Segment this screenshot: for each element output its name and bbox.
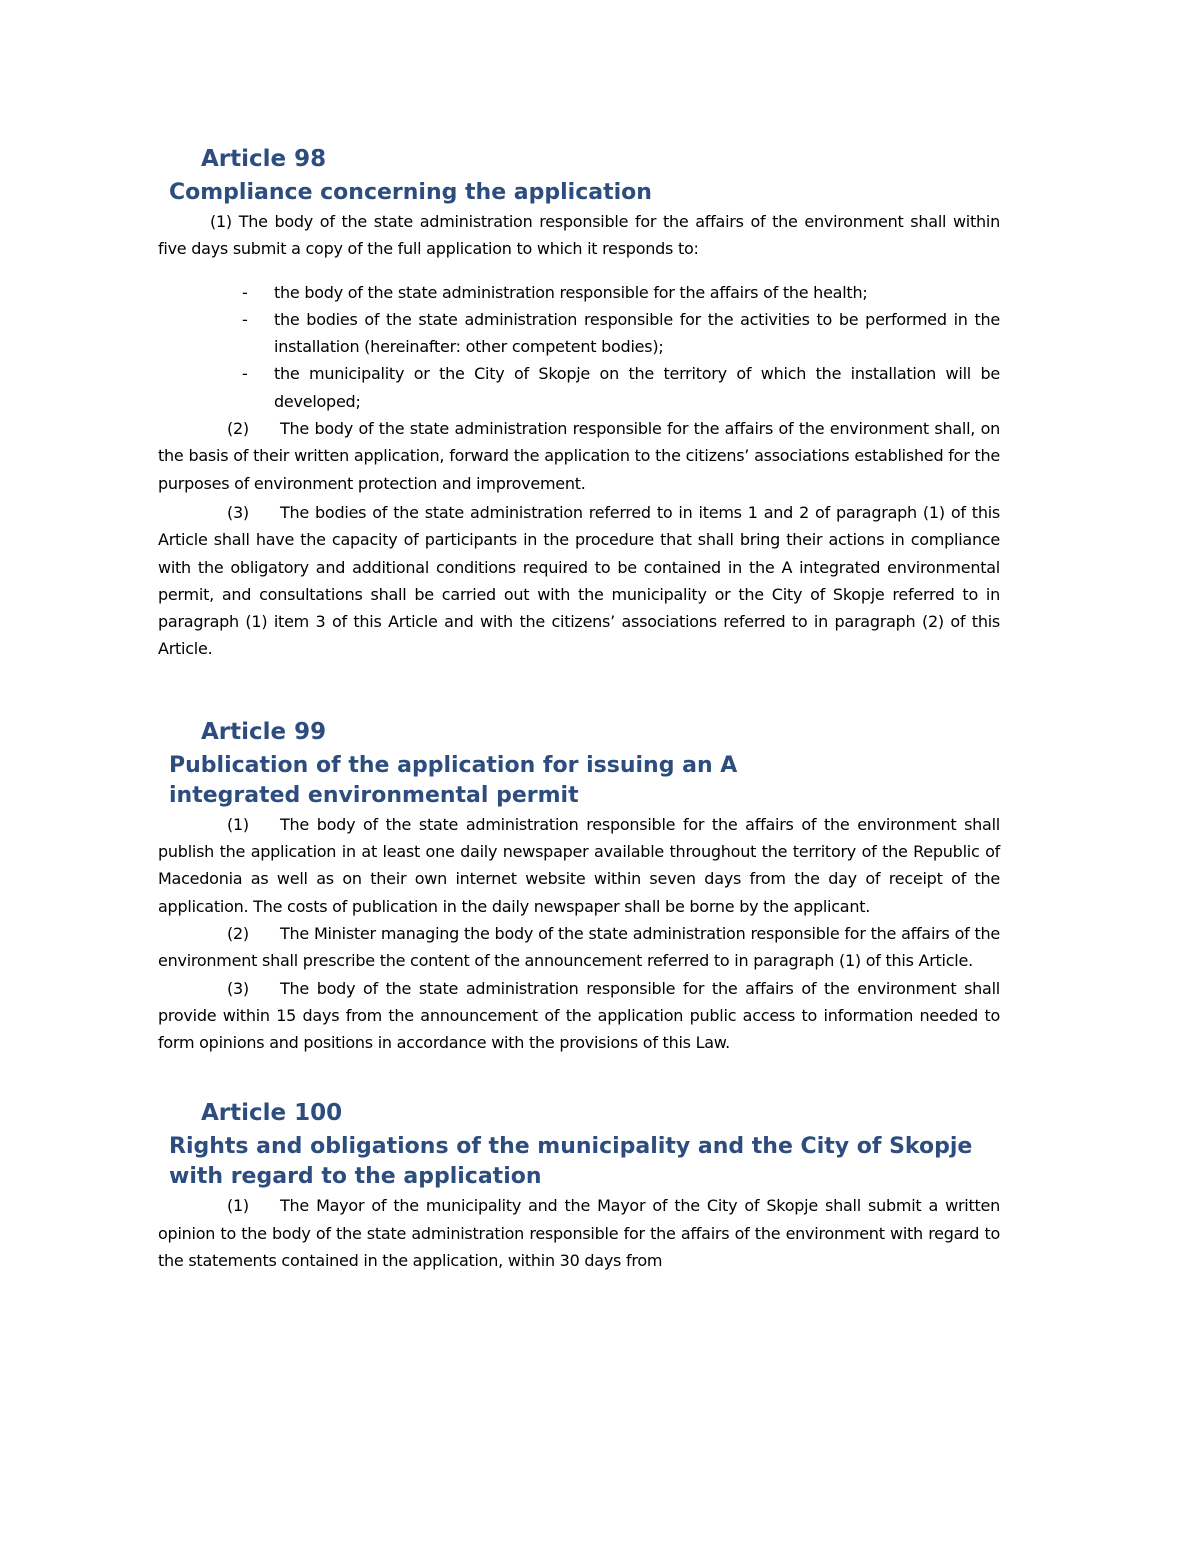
paragraph-3 [158,975,1000,1057]
paragraph-2 [158,920,1000,975]
article-subtitle: Compliance concerning the application [169,180,652,205]
paragraph-number: (1) [210,212,232,231]
bullet-list [158,279,1000,415]
paragraph-number: (3) [227,502,249,522]
paragraph-1 [158,1192,1000,1274]
paragraph-text: The Mayor of the municipality and the Mayor of the City of Skopje shall submit a written opinion to the body of the state administration responsible for the affairs of the environment with regard to the statements contained in the application, within 30 days from [158,1196,1000,1271]
paragraph-number: (3) [227,978,249,998]
paragraph-text: The Minister managing the body of the state administration responsible for the affairs of the environment shall prescribe the content of the announcement referred to in paragraph (1) of this Article. [158,923,1000,971]
paragraph-number: (2) [227,419,249,439]
article-100 [158,1094,1000,1274]
article-subtitle: Rights and obligations of the municipality and the City of Skopje with regard to the application [169,1134,973,1190]
paragraph-text: The body of the state administration responsible for the affairs of the environment shall, on the basis of their written application, forward the application to the citizens’ associations established for the purposes of environment protection and improvement. [158,419,1000,493]
paragraph-text: The body of the state administration responsible for the affairs of the environment shall publish the application in at least one daily newspaper available throughout the territory of the Republic of Macedonia as well as on their own internet website within seven days from the day of receipt of the application. The costs of publication in the daily newspaper shall be borne by the applicant. [158,814,1000,916]
paragraph-text: The bodies of the state administration referred to in items 1 and 2 of paragraph (1) of this Article shall have the capacity of participants in the procedure that shall bring their actions in compliance with the obligatory and additional conditions required to be contained in the A integrated environmental permit, and consultations shall be carried out with the municipality or the City of Skopje referred to in paragraph (1) item 3 of this Article and with the citizens’ associations referred to in paragraph (2) of this Article. [158,502,1000,659]
article-title: Article 99 [201,718,327,745]
bullet-marker: - [242,309,248,329]
paragraph-number: (1) [227,1196,249,1216]
bullet-marker: - [242,364,248,384]
paragraph-number: (2) [227,923,249,943]
article-title: Article 98 [201,146,327,172]
list-item: - the municipality or the City of Skopje on the territory of which the installation will be developed; [158,360,1000,415]
article-title: Article 100 [201,1100,343,1127]
paragraph-3 [158,499,1000,663]
paragraph-1 [158,208,1000,263]
paragraph-2 [158,415,1000,497]
list-item: - the body of the state administration responsible for the affairs of the health; [158,279,1000,306]
bullet-marker: - [242,282,248,302]
list-item: - the bodies of the state administration responsible for the activities to be performed in the installation (hereinafter: other competent bodies); [158,306,1000,361]
article-99 [158,713,1000,1057]
paragraph-number: (1) [227,814,249,834]
paragraph-text: The body of the state administration responsible for the affairs of the environment shall provide within 15 days from the announcement of the application public access to information needed to form opinions and positions in accordance with the provisions of this Law. [158,978,1000,1053]
article-subtitle: Publication of the application for issuing an A integrated environmental permit [169,752,738,808]
paragraph-1 [158,811,1000,920]
paragraph-text: The body of the state administration responsible for the affairs of the environment shall within five days submit a copy of the full application to which it responds to: [158,212,1001,259]
document-page [158,140,1000,1274]
article-98 [158,140,1000,663]
